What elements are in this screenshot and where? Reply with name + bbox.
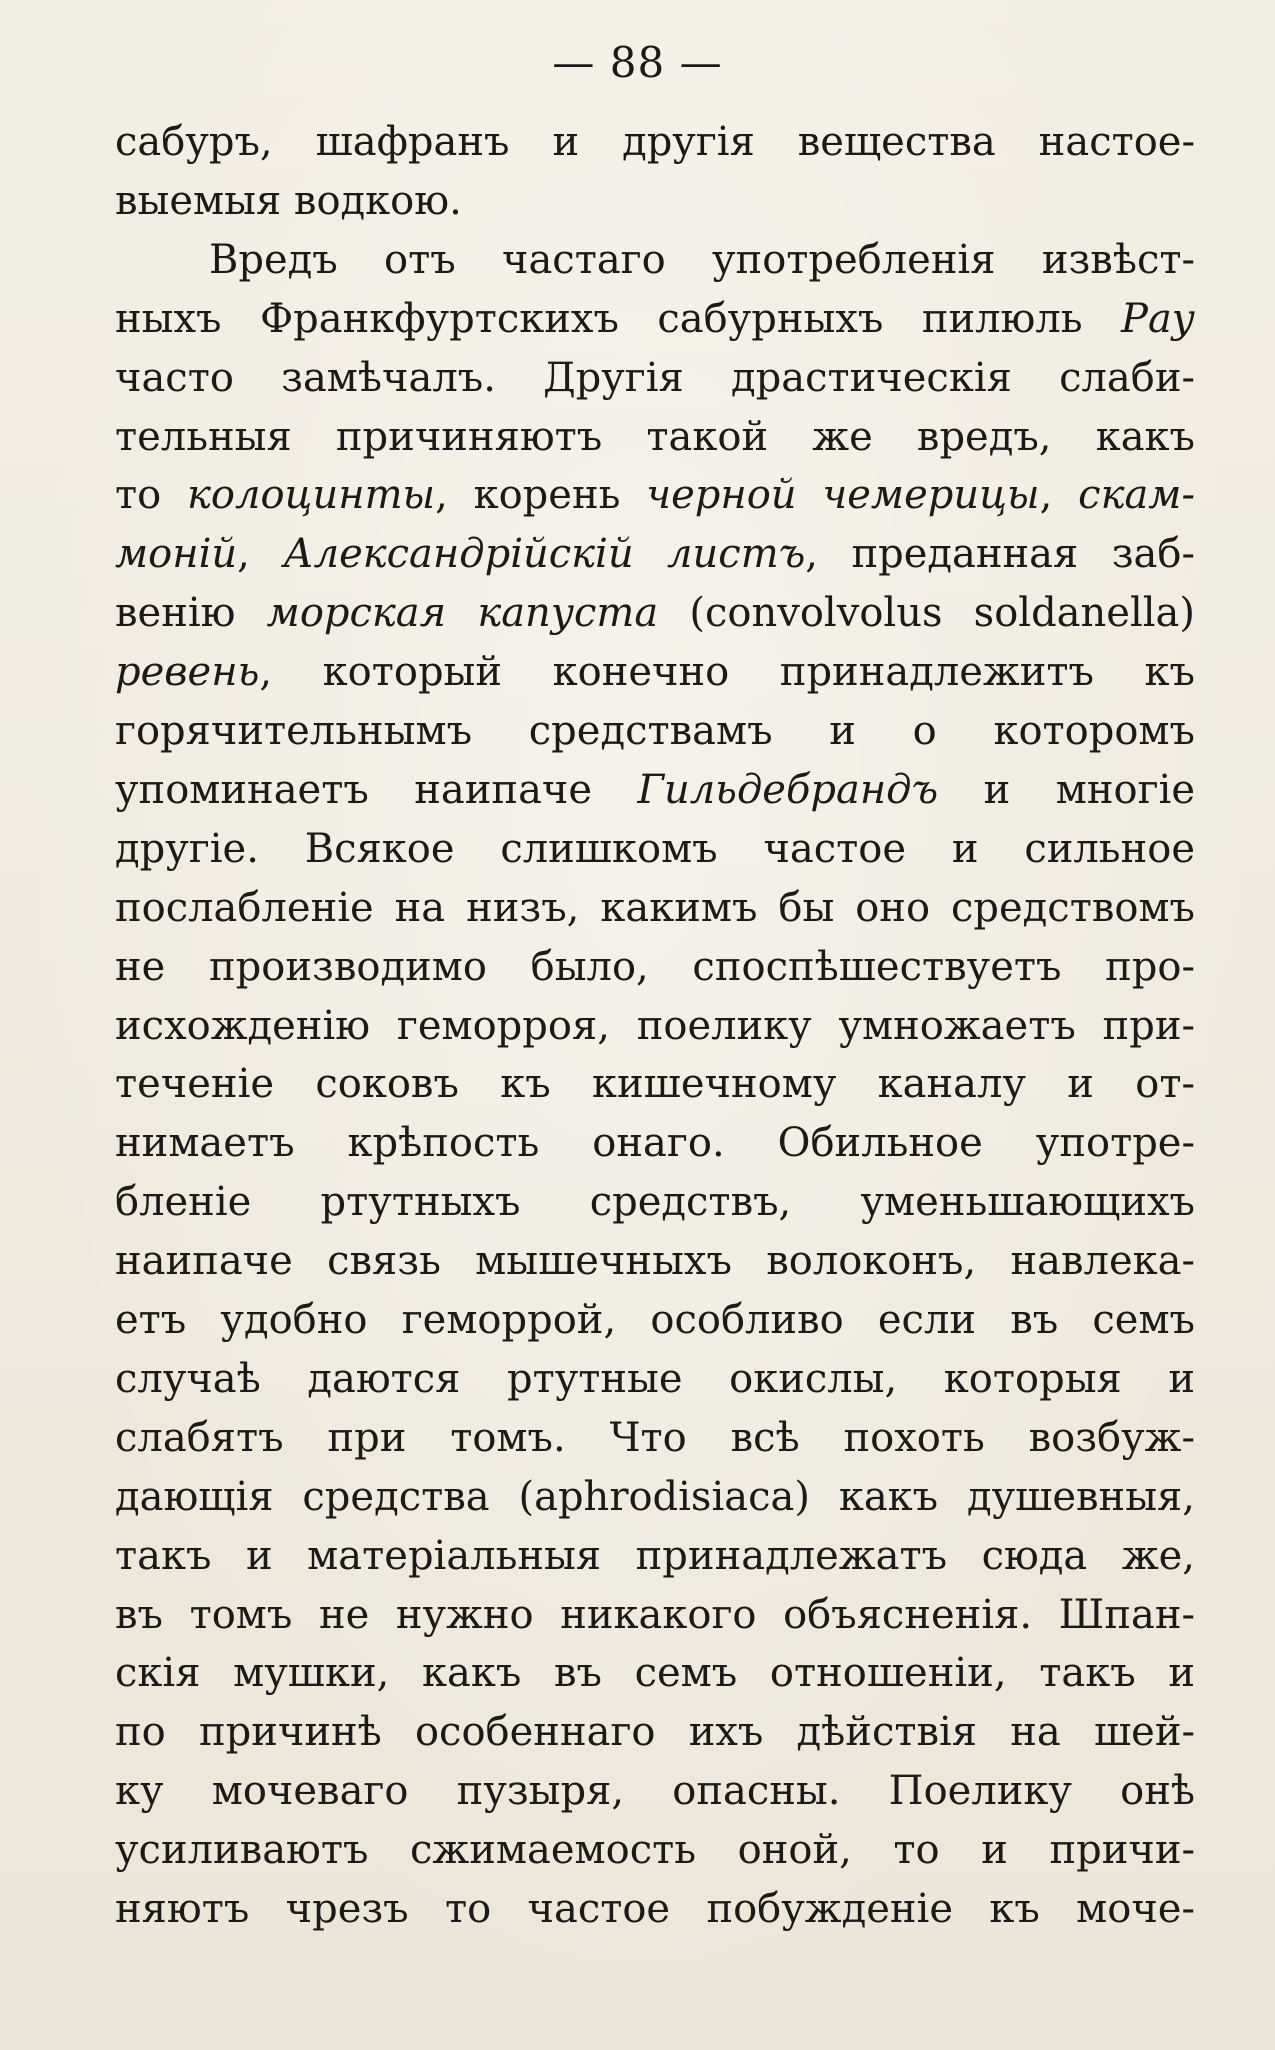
italic-term: скам- (1078, 472, 1195, 519)
text-segment: дающія средства (aphrodisiaca) какъ душевныя, (115, 1473, 1195, 1520)
text-segment: слабятъ при томъ. Что всѣ похоть возбуж- (115, 1414, 1195, 1461)
text-line (115, 701, 1195, 761)
text-segment: не производимо было, споспѣшествуетъ про- (115, 943, 1195, 990)
italic-term: Александрійскій листъ (283, 531, 806, 578)
text-segment: упоминаетъ наипаче (115, 766, 638, 813)
text-line (115, 348, 1195, 408)
text-line (115, 1820, 1195, 1880)
text-line (115, 407, 1195, 467)
text-segment: усиливаютъ сжимаемость оной, то и причи- (115, 1827, 1195, 1874)
text-line (115, 1467, 1195, 1527)
text-line (115, 878, 1195, 938)
text-segment: то (115, 472, 188, 519)
text-segment: исхожденію геморроя, поелику умножаетъ при- (115, 1002, 1195, 1049)
text-line (115, 524, 1195, 584)
text-segment: послабленіе на низъ, какимъ бы оно средствомъ (115, 884, 1195, 931)
text-segment: , который конечно принадлежитъ къ (259, 649, 1195, 696)
italic-term: колоцинты (187, 472, 436, 519)
text-line (115, 937, 1195, 997)
text-segment: горячительнымъ средствамъ и о которомъ (115, 708, 1195, 754)
text-segment: бленіе ртутныхъ средствъ, уменьшающихъ (115, 1179, 1195, 1226)
text-segment: тельныя причиняютъ такой же вредъ, какъ (115, 413, 1195, 460)
text-line (115, 1585, 1195, 1645)
italic-term: ревень (115, 649, 260, 696)
text-segment: , преданная заб- (805, 531, 1195, 578)
text-line (115, 1526, 1195, 1586)
text-segment: ныхъ Франкфуртскихъ сабурныхъ пилюль (115, 295, 1122, 342)
text-line (115, 1172, 1195, 1232)
text-line (115, 819, 1195, 879)
text-segment: , (1039, 472, 1079, 519)
text-line (115, 1290, 1195, 1350)
text-line (115, 1231, 1195, 1291)
italic-term: Рау (1121, 295, 1195, 342)
text-line (115, 642, 1195, 702)
page-number: — 88 — (552, 38, 723, 87)
italic-term: черной чемерицы (646, 472, 1040, 519)
text-line (115, 230, 1195, 290)
text-line (115, 1054, 1195, 1114)
text-line (115, 171, 1195, 231)
text-segment: другіе. Всякое слишкомъ частое и сильное (115, 825, 1195, 872)
text-line (115, 1113, 1195, 1173)
text-line (115, 1702, 1195, 1762)
text-segment: такъ и матеріальныя принадлежатъ сюда же, (115, 1532, 1195, 1579)
text-segment: етъ удобно геморрой, особливо если въ семъ (115, 1297, 1195, 1343)
text-segment: Вредъ отъ частаго употребленія извѣст- (209, 236, 1195, 283)
text-segment: выемыя водкою. (115, 177, 462, 224)
text-line (115, 1879, 1195, 1939)
text-segment: и многіе (938, 766, 1195, 813)
text-segment: теченіе соковъ къ кишечному каналу и от- (115, 1061, 1195, 1108)
text-line (115, 1408, 1195, 1468)
italic-term: моній (115, 531, 238, 578)
text-segment: (convolvolus soldanella) (658, 590, 1195, 637)
text-segment: ку мочеваго пузыря, опасны. Поелику онѣ (115, 1768, 1195, 1815)
text-line (115, 1643, 1195, 1703)
text-line (115, 760, 1195, 820)
text-segment: , корень (435, 472, 647, 519)
text-segment: часто замѣчалъ. Другія драстическія слаби- (115, 354, 1195, 401)
text-segment: няютъ чрезъ то частое побужденіе къ моче- (115, 1886, 1195, 1932)
text-segment: нимаетъ крѣпость онаго. Обильное употре- (115, 1120, 1195, 1167)
text-segment: въ томъ не нужно никакого объясненія. Шпан- (115, 1591, 1195, 1638)
text-segment: наипаче связь мышечныхъ волоконъ, навлека- (115, 1238, 1195, 1285)
italic-term: морская капуста (266, 590, 659, 637)
text-segment: скія мушки, какъ въ семъ отношеніи, такъ и (115, 1650, 1195, 1697)
text-segment: по причинѣ особеннаго ихъ дѣйствія на шей- (115, 1709, 1195, 1756)
italic-term: Гильдебрандъ (637, 766, 939, 813)
text-line (115, 1761, 1195, 1821)
text-line (115, 1349, 1195, 1409)
text-segment: сабуръ, шафранъ и другія вещества настое- (115, 119, 1195, 165)
text-line (115, 465, 1195, 525)
text-line (115, 289, 1195, 349)
text-segment: случаѣ даются ртутные окислы, которыя и (115, 1355, 1195, 1402)
text-line (115, 996, 1195, 1056)
text-segment: венію (115, 590, 267, 637)
text-line (115, 112, 1195, 172)
text-segment: , (237, 531, 284, 578)
text-line (115, 583, 1195, 643)
